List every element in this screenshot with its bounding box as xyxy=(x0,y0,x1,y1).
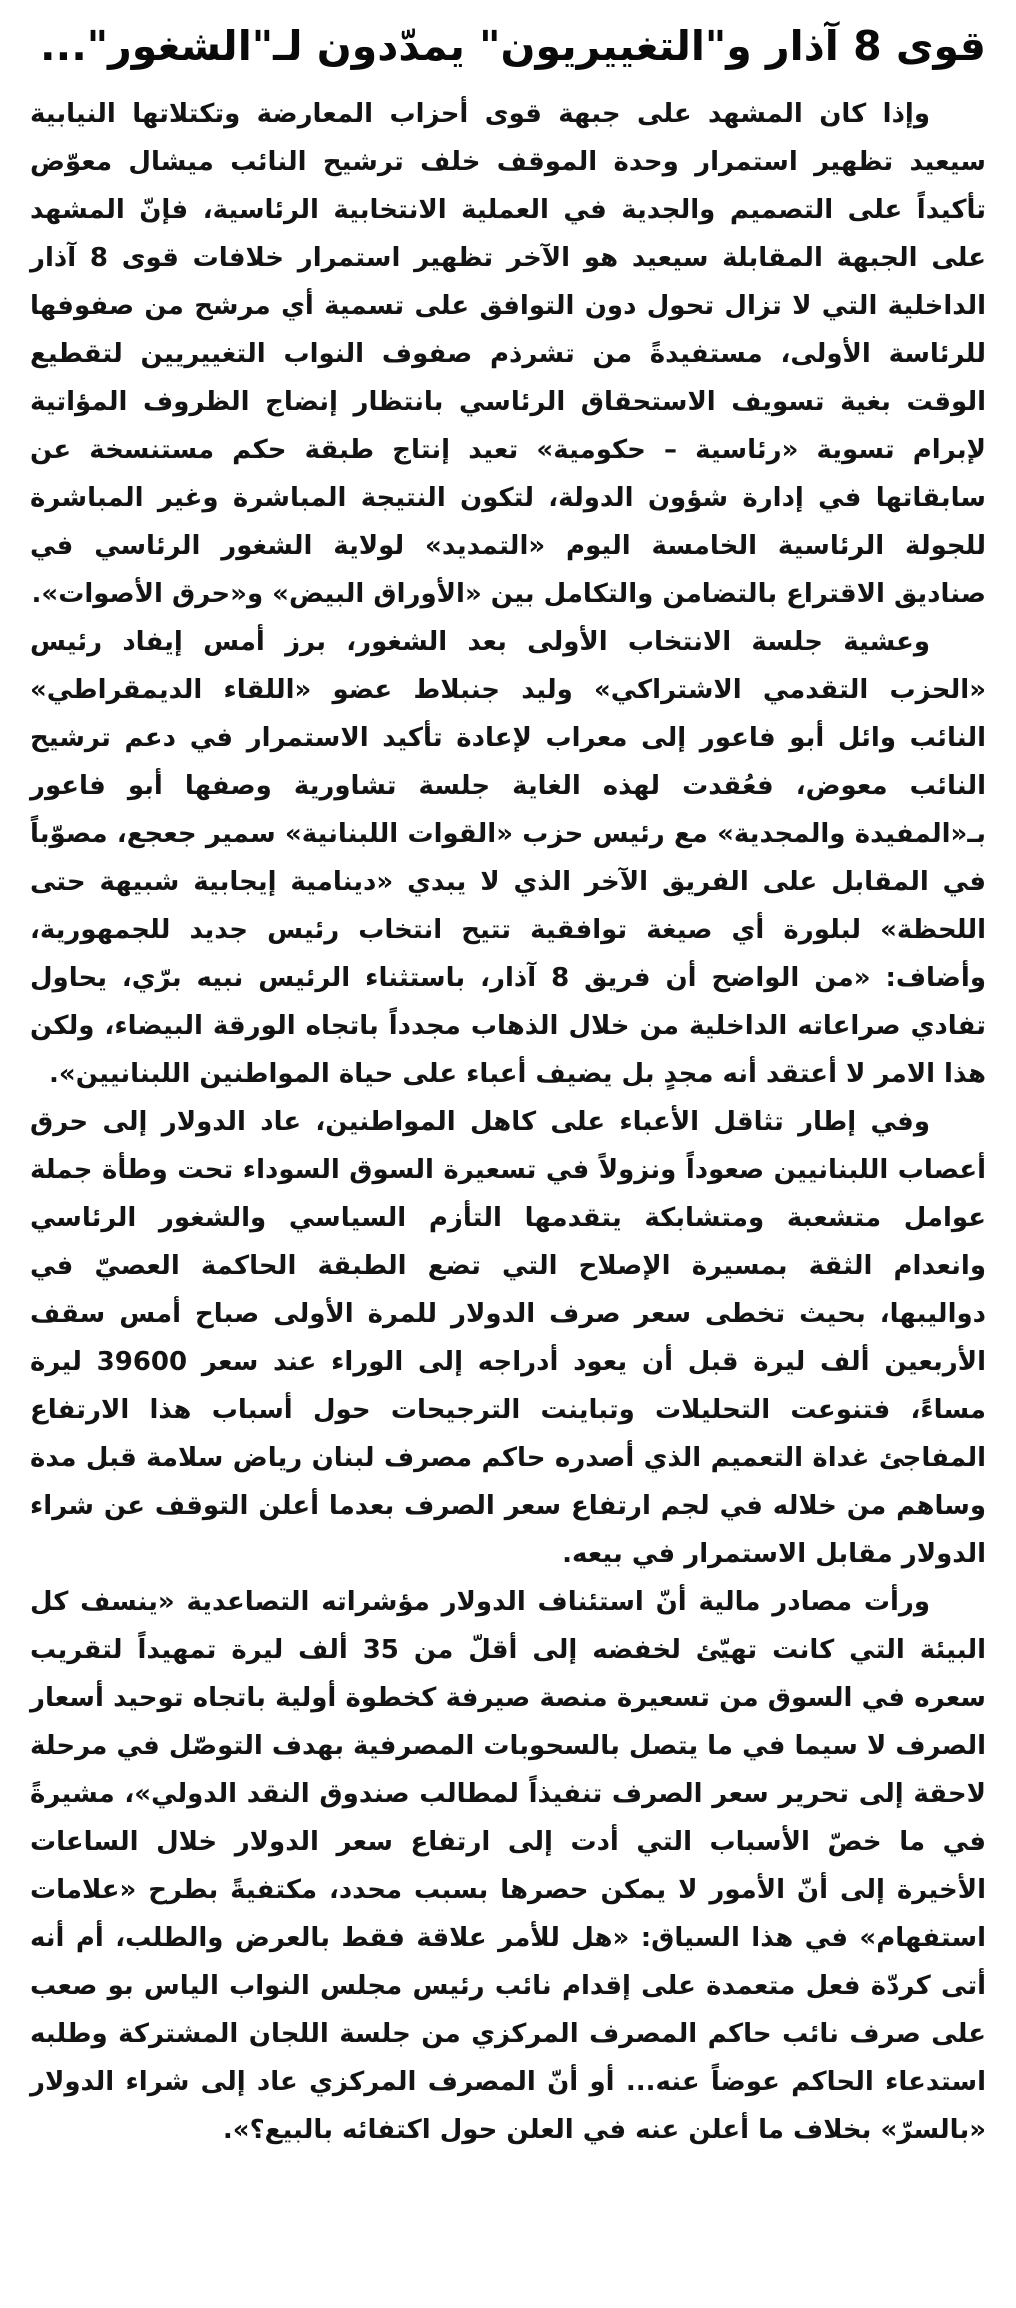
article-headline: قوى 8 آذار و"التغييريون" يمدّدون لـ"الشغور"... xyxy=(40,22,986,70)
article-paragraph-2: وعشية جلسة الانتخاب الأولى بعد الشغور، برز أمس إيفاد رئيس «الحزب التقدمي الاشتراكي» وليد جنبلاط عضو «اللقاء الديمقراطي» النائب وائل أبو فاعور إلى معراب لإعادة تأكيد الاستمرار في دعم ترشيح النائب معوض، فعُقدت لهذه الغاية جلسة تشاورية وصفها أبو فاعور بـ«المفيدة والمجدية» مع رئيس حزب «القوات اللبنانية» سمير جعجع، مصوّباً في المقابل على الفريق الآخر الذي لا يبدي «دينامية إيجابية شبيهة حتى اللحظة» لبلورة أي صيغة توافقية تتيح انتخاب رئيس جديد للجمهورية، وأضاف: «من الواضح أن فريق 8 آذار، باستثناء الرئيس نبيه برّي، يحاول تفادي صراعاته الداخلية من خلال الذهاب مجدداً باتجاه الورقة البيضاء، ولكن هذا الامر لا أعتقد أنه مجدٍ بل يضيف أعباء على حياة المواطنين اللبنانيين». xyxy=(30,627,987,1089)
article-body xyxy=(30,90,986,2154)
article-paragraph-1: وإذا كان المشهد على جبهة قوى أحزاب المعارضة وتكتلاتها النيابية سيعيد تظهير استمرار وحدة الموقف خلف ترشيح النائب ميشال معوّض تأكيداً على التصميم والجدية في العملية الانتخابية الرئاسية، فإنّ المشهد على الجبهة المقابلة سيعيد هو الآخر تظهير استمرار خلافات قوى 8 آذار الداخلية التي لا تزال تحول دون التوافق على تسمية أي مرشح من صفوفها للرئاسة الأولى، مستفيدةً من تشرذم صفوف النواب التغييريين لتقطيع الوقت بغية تسويف الاستحقاق الرئاسي بانتظار إنضاج الظروف المؤاتية لإبرام تسوية «رئاسية – حكومية» تعيد إنتاج طبقة حكم مستنسخة عن سابقاتها في إدارة شؤون الدولة، لتكون النتيجة المباشرة وغير المباشرة للجولة الرئاسية الخامسة اليوم «التمديد» لولاية الشغور الرئاسي في صناديق الاقتراع بالتضامن والتكامل بين «الأوراق البيض» و«حرق الأصوات». xyxy=(30,99,986,609)
article-paragraph-4: ورأت مصادر مالية أنّ استئناف الدولار مؤشراته التصاعدية «ينسف كل البيئة التي كانت تهيّئ لخفضه إلى أقلّ من 35 ألف ليرة تمهيداً لتقريب سعره في السوق من تسعيرة منصة صيرفة كخطوة أولية باتجاه توحيد أسعار الصرف لا سيما في ما يتصل بالسحوبات المصرفية بهدف التوصّل في مرحلة لاحقة إلى تحرير سعر الصرف تنفيذاً لمطالب صندوق النقد الدولي»، مشيرةً في ما خصّ الأسباب التي أدت إلى ارتفاع سعر الدولار خلال الساعات الأخيرة إلى أنّ الأمور لا يمكن حصرها بسبب محدد، مكتفيةً بطرح «علامات استفهام» في هذا السياق: «هل للأمر علاقة فقط بالعرض والطلب، أم أنه أتى كردّة فعل متعمدة على إقدام نائب رئيس مجلس النواب الياس بو صعب على صرف نائب حاكم المصرف المركزي من جلسة اللجان المشتركة وطلبه استدعاء الحاكم عوضاً عنه... أو أنّ المصرف المركزي عاد إلى شراء الدولار «بالسرّ» بخلاف ما أعلن عنه في العلن حول اكتفائه بالبيع؟». xyxy=(30,1587,986,2145)
article-paragraph-3: وفي إطار تثاقل الأعباء على كاهل المواطنين، عاد الدولار إلى حرق أعصاب اللبنانيين صعوداً ونزولاً في تسعيرة السوق السوداء تحت وطأة جملة عوامل متشعبة ومتشابكة يتقدمها التأزم السياسي والشغور الرئاسي وانعدام الثقة بمسيرة الإصلاح التي تضع الطبقة الحاكمة العصيّ في دواليبها، بحيث تخطى سعر صرف الدولار للمرة الأولى صباح أمس سقف الأربعين ألف ليرة قبل أن يعود أدراجه إلى الوراء عند سعر 39600 ليرة مساءً، فتنوعت التحليلات وتباينت الترجيحات حول أسباب هذا الارتفاع المفاجئ غداة التعميم الذي أصدره حاكم مصرف لبنان رياض سلامة قبل مدة وساهم من خلاله في لجم ارتفاع سعر الصرف بعدما أعلن التوقف عن شراء الدولار مقابل الاستمرار في بيعه. xyxy=(30,1107,987,1569)
